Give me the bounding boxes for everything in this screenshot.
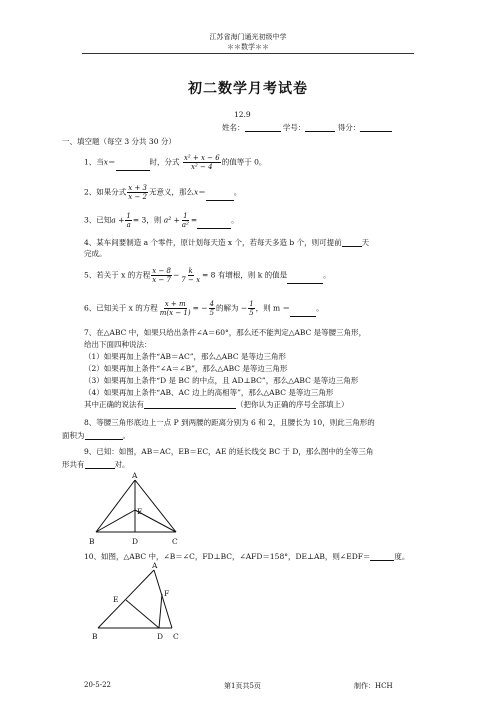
q5-fraction-2: $\frac{k}{7 - x}$: [181, 267, 201, 284]
q3-blank[interactable]: [197, 220, 231, 229]
fig10-label-e: E: [113, 595, 119, 604]
question-7-stem: 7、在△ABC 中，如果只给出条件∠A＝60°，那么还不能判定△ABC 是等腰三角形，: [84, 328, 367, 337]
student-info: [222, 123, 392, 132]
footer-author: 制作：HCH: [354, 682, 393, 690]
id-label: 学号：: [282, 123, 306, 132]
q6-fraction-1: $\frac{x + m}{m(x - 1)}$: [159, 300, 191, 317]
fig10-segment-de: [126, 600, 159, 628]
question-6: 6、已知关于 x 的方程 $\frac{x + m}{m(x - 1)}$ = − $\frac{4}{5}$ 的解为 − $\frac{1}{5}$ ，则 m ＝ 。: [84, 300, 324, 317]
q5-fraction-1: $\frac{x - 8}{x - 7}$: [152, 267, 171, 284]
question-9-cont: 形共有 对。: [62, 460, 130, 469]
question-3: 3、已知a + $\frac{1}{a}$ = 3，则 a² + $\frac{1}{\text{a²}}$ = 。: [84, 212, 239, 229]
section-heading: 一、填空题（每空 3 分共 30 分）: [62, 137, 176, 146]
fig9-label-a: A: [132, 471, 138, 480]
q7-answer: 其中正确的说法有 （把你认为正确的序号全部填上）: [84, 400, 349, 409]
fig10-side-ab: [98, 570, 154, 628]
name-blank[interactable]: [245, 123, 281, 132]
score-label: 得分：: [337, 123, 361, 132]
question-10: 10、如图，△ABC 中，∠B＝∠C，FD⊥BC，∠AFD＝158°，DE⊥AB，则∠EDF＝ 度。: [84, 552, 410, 561]
question-5: 5、若关于 x 的方程 $\frac{x - 8}{x - 7}$ − $\frac{k}{7 - x}$ = 8 有增根，则 k 的值是 。: [84, 267, 331, 284]
question-1: 1、当x＝ 时，分式 $\frac{\text{x² + x − 6}}{\text{x² − 4}}$ 的值等于 0。: [84, 154, 267, 171]
header-rule: [82, 53, 414, 54]
fig10-label-b: B: [92, 632, 98, 641]
q10-figure: [84, 560, 194, 642]
fig10-label-a: A: [152, 561, 158, 570]
score-blank[interactable]: [360, 123, 392, 132]
fig9-label-b: B: [89, 537, 95, 546]
fig9-segment-be: [96, 510, 135, 532]
fig9-side-ab: [96, 480, 135, 532]
id-blank[interactable]: [305, 123, 335, 132]
question-2: 2、如果分式 $\frac{x + 3}{x - 2}$ 无意义，那么x＝ 。: [84, 184, 242, 201]
q9-blank[interactable]: [85, 460, 115, 469]
q7-option-4: （4）如果再加上条件“AB、AC 边上的高相等”，那么△ABC 是等边三角形: [84, 388, 334, 397]
q7-option-2: （2）如果再加上条件“∠A＝∠B”，那么△ABC 是等边三角形: [84, 364, 288, 373]
q4-blank[interactable]: [342, 238, 362, 247]
exam-date: 12.9: [234, 110, 251, 119]
footer-date: 20-5-22: [84, 681, 111, 689]
q7-blank[interactable]: [144, 400, 236, 409]
question-8: 8、等腰三角形底边上一点 P 到两腰的距离分别为 6 和 2，且腰长为 10，则此三角形的: [84, 418, 375, 427]
q6-fraction-2: $\frac{4}{5}$: [209, 300, 215, 317]
fig10-label-d: D: [157, 632, 164, 641]
question-4-cont: 完成。: [84, 249, 107, 258]
fig10-side-ac: [154, 570, 172, 628]
q6-blank[interactable]: [290, 308, 316, 317]
q6-fraction-3: $\frac{1}{5}$: [249, 300, 254, 317]
q7-option-3: （3）如果再加上条件“D 是 BC 的中点，且 AD⊥BC”，那么△ABC 是等边三角形: [84, 376, 359, 385]
fig9-label-d: D: [132, 537, 139, 546]
q9-figure: [80, 470, 180, 550]
q3-fraction-1: $\frac{1}{a}$: [126, 212, 131, 229]
q5-blank[interactable]: [287, 275, 323, 284]
q2-blank[interactable]: [206, 192, 234, 201]
question-7-stem-2: 给出下面四种说法：: [84, 340, 152, 349]
question-9: 9、已知：如图，AB＝AC，EB＝EC，AE 的延长线交 BC 于 D，那么图中的全等三角: [84, 447, 374, 456]
q1-blank[interactable]: [116, 162, 150, 171]
q8-blank[interactable]: [85, 431, 123, 440]
question-4: 4、某车间要制造 a 个零件，原计划每天造 x 个，若每天多造 b 个，则可提前 天: [84, 238, 370, 247]
fig10-segment-df: [159, 594, 162, 628]
fig9-label-c: C: [172, 537, 178, 546]
page-title: 初二数学月考试卷: [188, 81, 308, 97]
q7-option-1: （1）如果再加上条件“AB＝AC”，那么△ABC 是等边三角形: [84, 352, 286, 361]
fig9-side-ac: [135, 480, 176, 532]
question-8-cont: 面积为 。: [62, 431, 130, 440]
fig9-label-e: E: [137, 507, 143, 516]
subject-header: ＊＊数学＊＊: [227, 43, 269, 51]
name-label: 姓名：: [222, 123, 245, 132]
fig10-label-f: F: [164, 589, 170, 598]
q10-blank[interactable]: [370, 552, 394, 561]
q3-fraction-2: $\frac{1}{\text{a²}}$: [181, 212, 189, 229]
q1-fraction: $\frac{\text{x² + x − 6}}{\text{x² − 4}}$: [183, 154, 220, 171]
school-name: 江苏省海门通光初级中学: [209, 33, 287, 41]
fig10-label-c: C: [173, 632, 179, 641]
q2-fraction: $\frac{x + 3}{x - 2}$: [128, 184, 147, 201]
footer-page: 第1页共5页: [224, 682, 261, 690]
